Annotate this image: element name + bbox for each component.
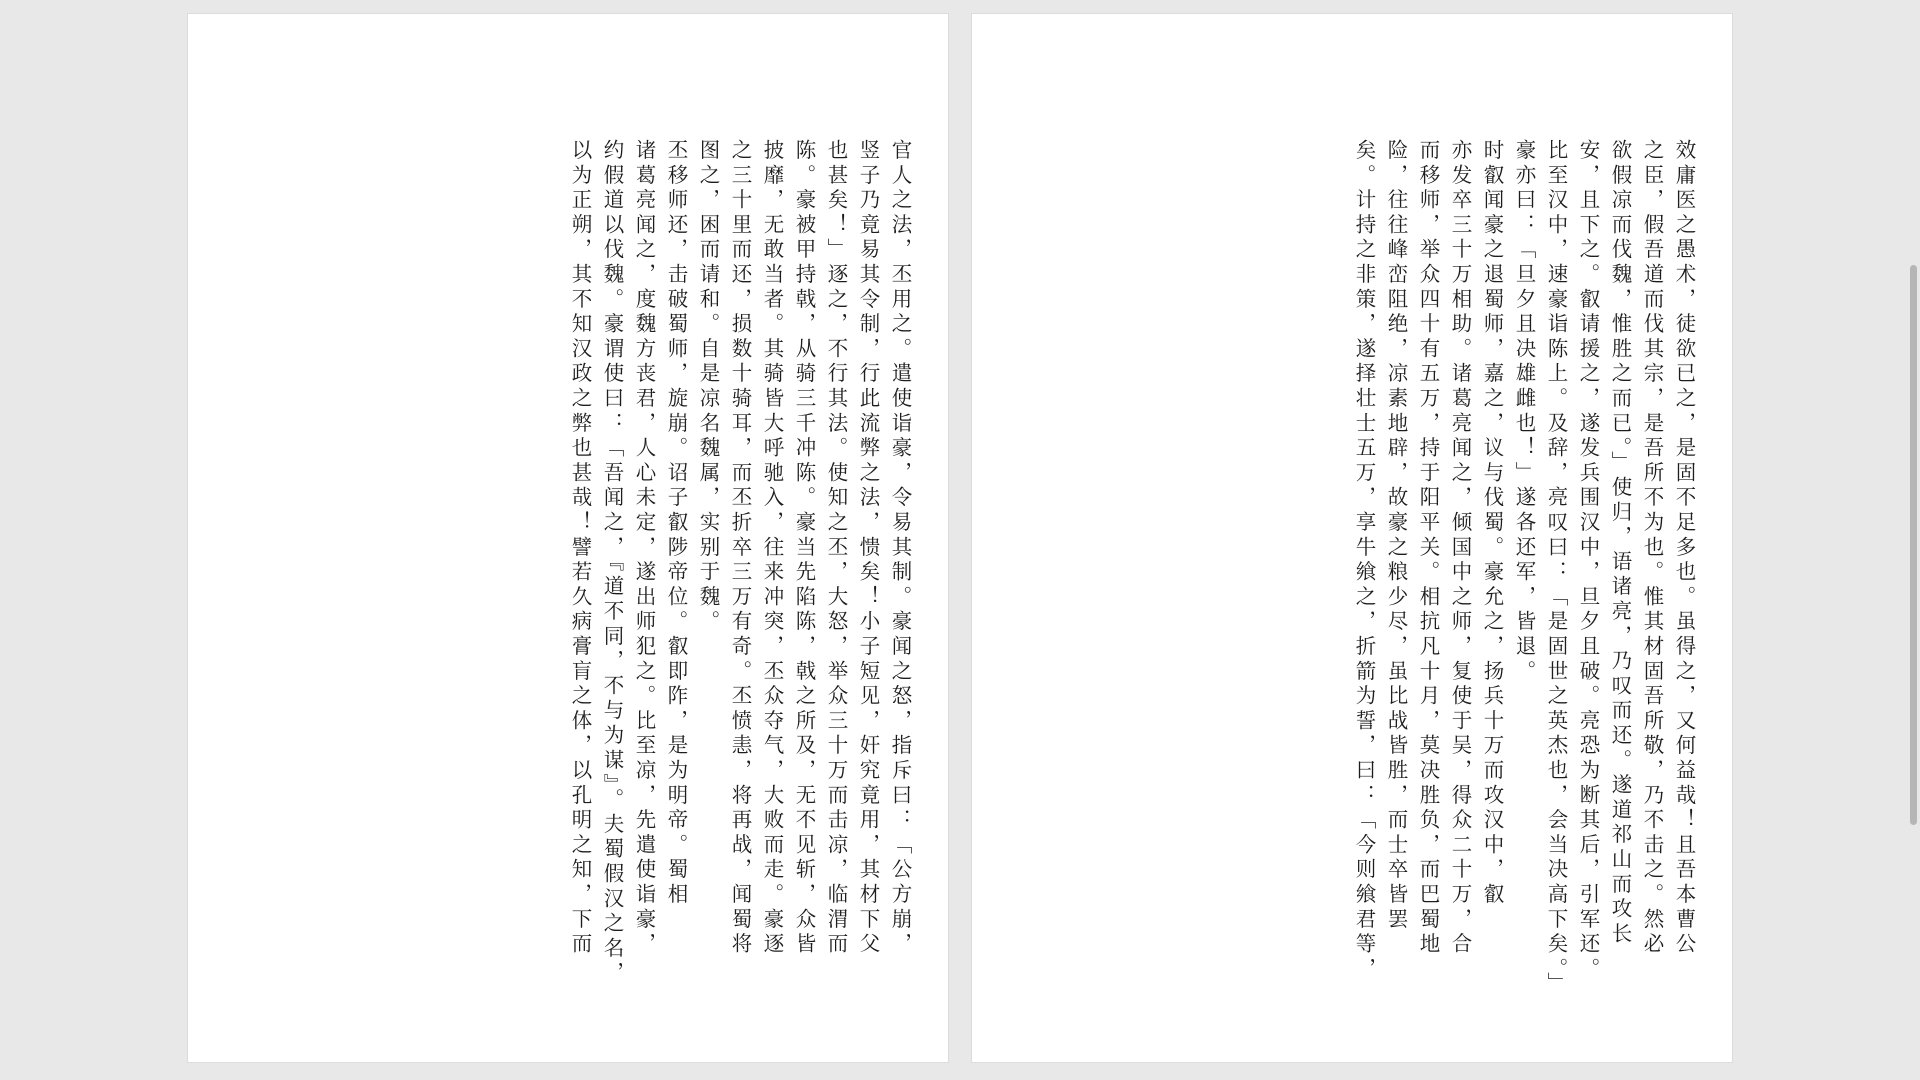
text-column: 以为正朔，其不知汉政之弊也甚哉！譬若久病膏肓之体，以孔明之知，下而 (568, 139, 592, 958)
text-column: 矣。计持之非策，遂择壮士五万，享牛飨之，折箭为誓，曰：「今则飨君等， (1352, 139, 1376, 983)
text-column: 欲假凉而伐魏，惟胜之而已。」使归，语诸亮，乃叹而还。遂道祁山而攻长 (1608, 139, 1632, 948)
text-column: 官人之法，丕用之。遣使诣豪，令易其制。豪闻之怒，指斥曰：「公方崩， (888, 139, 912, 958)
text-column: 之三十里而还，损数十骑耳，而丕折卒三万有奇。丕愤恚，将再战，闻蜀将 (728, 139, 752, 958)
text-column: 比至汉中，速豪诣陈上。及辞，亮叹曰：「是固世之英杰也，会当决高下矣。」 (1544, 139, 1568, 997)
text-column: 图之，困而请和。自是凉名魏属，实别于魏。 (696, 139, 720, 635)
text-column: 之臣，假吾道而伐其宗，是吾所不为也。惟其材固吾所敬，乃不击之。然必 (1640, 139, 1664, 958)
text-column: 豪亦曰：「旦夕且决雄雌也！」遂各还军，皆退。 (1512, 139, 1536, 685)
text-column: 时叡闻豪之退蜀师，嘉之，议与伐蜀。豪允之，扬兵十万而攻汉中，叡 (1480, 139, 1504, 908)
text-column: 险，往往峰峦阻绝，凉素地辟，故豪之粮少尽，虽比战皆胜，而士卒皆罢 (1384, 139, 1408, 933)
text-column: 而移师，举众四十有五万，持于阳平关。相抗凡十月，莫决胜负，而巴蜀地 (1416, 139, 1440, 958)
text-column: 安，且下之。叡请援之，遂发兵围汉中，旦夕且破。亮恐为断其后，引军还。 (1576, 139, 1600, 983)
text-column: 约假道以伐魏。豪谓使曰：「吾闻之，『道不同，不与为谋』。夫蜀假汉之名， (600, 139, 624, 987)
text-column: 丕移师还，击破蜀师，旋崩。诏子叡陟帝位。叡即阼，是为明帝。蜀相 (664, 139, 688, 908)
document-page-left (188, 14, 948, 1062)
text-column: 效庸医之愚术，徒欲已之，是固不足多也。虽得之，又何益哉！且吾本曹公 (1672, 139, 1696, 958)
text-column: 陈。豪被甲持戟，从骑三千冲陈。豪当先陷陈，戟之所及，无不见斩，众皆 (792, 139, 816, 958)
text-column: 竖子乃竟易其令制，行此流弊之法，愦矣！小子短见，奸究竟用，其材下父 (856, 139, 880, 958)
text-column: 诸葛亮闻之，度魏方丧君，人心未定，遂出师犯之。比至凉，先遣使诣豪， (632, 139, 656, 958)
vertical-scrollbar[interactable] (1907, 0, 1920, 1080)
text-column: 披靡，无敢当者。其骑皆大呼驰入，往来冲突，丕众夺气，大败而走。豪逐 (760, 139, 784, 958)
text-column: 亦发卒三十万相助。诸葛亮闻之，倾国中之师，复使于吴，得众二十万，合 (1448, 139, 1472, 958)
text-column: 也甚矣！」逐之，不行其法。使知之丕，大怒，举众三十万而击凉，临渭而 (824, 139, 848, 958)
scrollbar-thumb[interactable] (1910, 265, 1917, 825)
page-text-block-left (226, 139, 912, 987)
page-text-block-right (1010, 139, 1696, 997)
document-page-right (972, 14, 1732, 1062)
